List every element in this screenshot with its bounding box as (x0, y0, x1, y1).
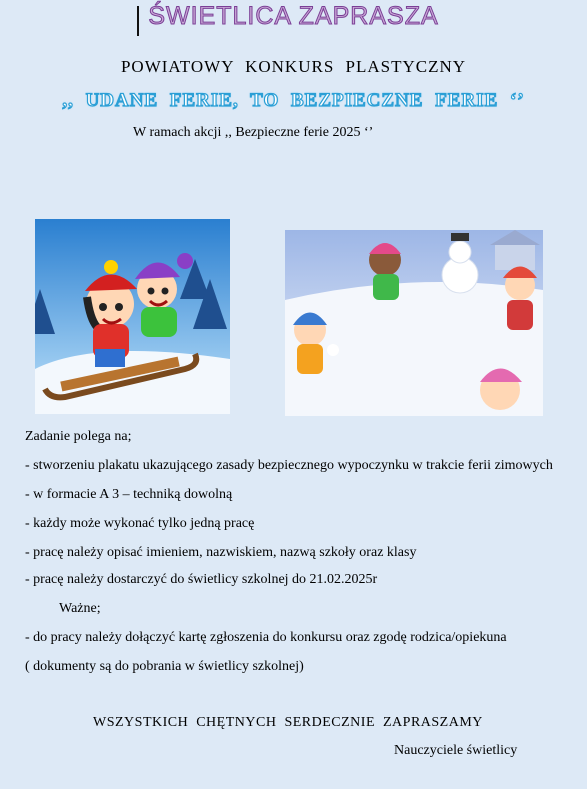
task-item: - w formacie A 3 – techniką dowolną (25, 487, 233, 502)
note-documents: ( dokumenty są do pobrania w świetlicy szkolnej) (25, 659, 304, 674)
text-cursor (137, 6, 139, 36)
important-label: Ważne; (59, 601, 101, 616)
signature: Nauczyciele świetlicy (394, 743, 518, 758)
task-item: - pracę należy dostarczyć do świetlicy szkolnej do 21.02.2025r (25, 572, 378, 587)
task-item: - każdy może wykonać tylko jedną pracę (25, 516, 255, 531)
note-line: - do pracy należy dołączyć kartę zgłoszenia do konkursu oraz zgodę rodzica/opiekuna (25, 630, 507, 645)
task-item: - stworzeniu plakatu ukazującego zasady bezpiecznego wypoczynku w trakcie ferii zimowych (25, 458, 553, 473)
page-title: ŚWIETLICA ZAPRASZA (148, 2, 439, 30)
task-intro: Zadanie polega na; (25, 429, 132, 444)
invitation-line: WSZYSTKICH CHĘTNYCH SERDECZNIE ZAPRASZAMY (93, 715, 483, 730)
action-line: W ramach akcji ,, Bezpieczne ferie 2025 ‘’ (133, 125, 374, 140)
task-item: - pracę należy opisać imieniem, nazwiskiem, nazwą szkoły oraz klasy (25, 545, 417, 560)
snowman-icon (449, 241, 471, 263)
contest-slogan: ,, UDANE FERIE, TO BEZPIECZNE FERIE ‘’ (62, 90, 525, 111)
contest-subtitle: POWIATOWY KONKURS PLASTYCZNY (120, 57, 467, 76)
children-snowball-fight-illustration (285, 230, 543, 416)
snowball-icon (327, 344, 339, 356)
children-sledding-illustration (35, 219, 230, 414)
